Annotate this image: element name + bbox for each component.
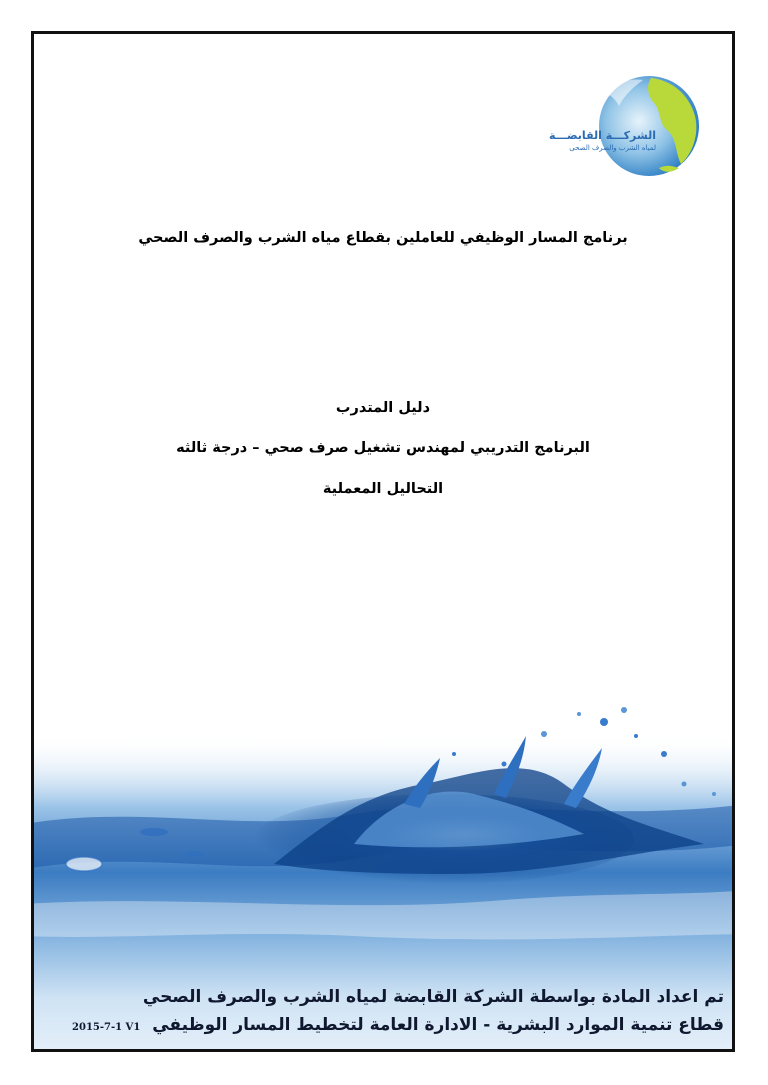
company-logo	[539, 72, 699, 180]
program-title: برنامج المسار الوظيفي للعاملين بقطاع مياه الشرب والصرف الصحي	[138, 230, 628, 246]
footer-department	[72, 1015, 724, 1035]
page-border	[31, 31, 735, 1052]
footer-version: 2015-7-1 V1	[72, 1022, 141, 1033]
footer-prepared-by: تم اعداد المادة بواسطة الشركة القابضة لمياه الشرب والصرف الصحي	[142, 987, 724, 1007]
logo-name: الشركـــة القابضـــة	[549, 129, 656, 142]
course-title: البرنامج التدريبي لمهندس تشغيل صرف صحي – درجة ثالثه	[176, 440, 590, 456]
logo-subtitle: لمياه الشرب والصرف الصحى	[569, 144, 656, 152]
footer-department-text: قطاع تنمية الموارد البشرية - الادارة العامة لتخطيط المسار الوظيفي	[152, 1015, 724, 1035]
globe-logo-icon	[539, 72, 699, 180]
guide-label: دليل المتدرب	[335, 400, 431, 416]
course-topic: التحاليل المعملية	[322, 481, 444, 497]
